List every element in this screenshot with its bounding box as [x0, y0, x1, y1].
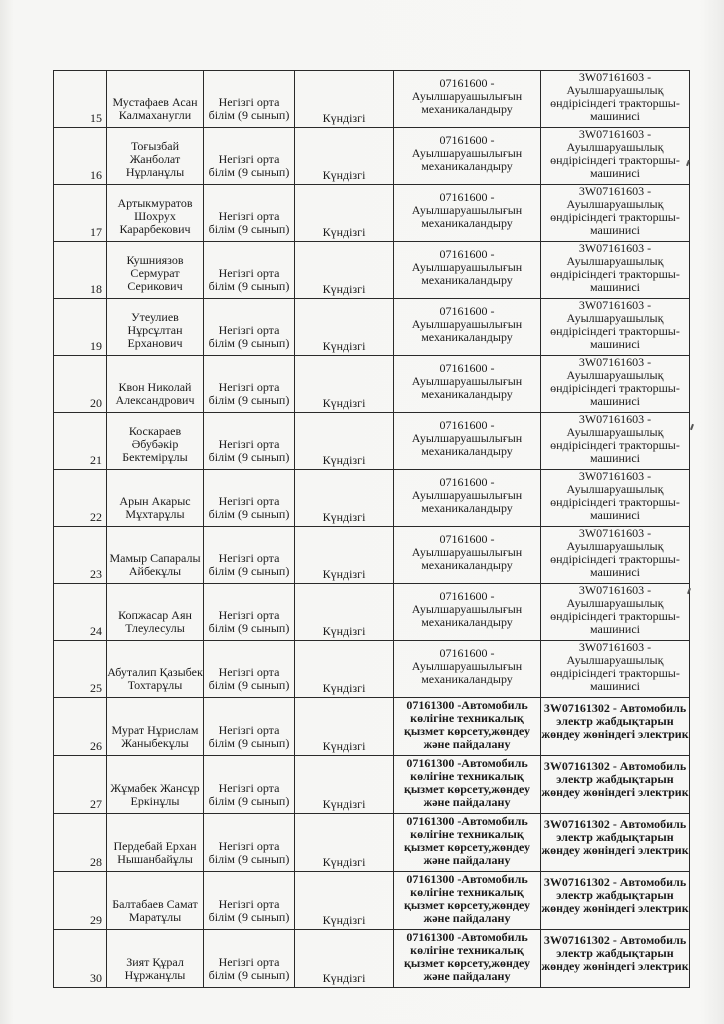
table-row [54, 527, 690, 584]
specialty: 07161600 - Ауылшаруашылығын механикаландыру [394, 185, 541, 242]
qualification: 3W07161603 - Ауылшаруашылық өндірісіндегі тракторшы-машинисі [541, 527, 690, 584]
student-name: Мурат Нұрислам Жаныбекұлы [107, 698, 204, 756]
qualification: 3W07161603 - Ауылшаруашылық өндірісіндегі тракторшы-машинисі [541, 413, 690, 470]
qualification: 3W07161603 - Ауылшаруашылық өндірісіндегі тракторшы-машинисі [541, 185, 690, 242]
students-table [53, 70, 690, 988]
study-form: Күндізгі [295, 185, 394, 242]
education-level: Негізгі орта білім (9 сынып) [204, 128, 295, 185]
student-name: Квон Николай Александрович [107, 356, 204, 413]
specialty: 07161600 - Ауылшаруашылығын механикаландыру [394, 71, 541, 128]
study-form: Күндізгі [295, 756, 394, 814]
specialty: 07161600 - Ауылшаруашылығын механикаландыру [394, 128, 541, 185]
qualification: 3W07161603 - Ауылшаруашылық өндірісіндегі тракторшы-машинисі [541, 128, 690, 185]
study-form: Күндізгі [295, 128, 394, 185]
study-form: Күндізгі [295, 242, 394, 299]
qualification: 3W07161603 - Ауылшаруашылық өндірісіндегі тракторшы-машинисі [541, 242, 690, 299]
study-form: Күндізгі [295, 872, 394, 930]
study-form: Күндізгі [295, 698, 394, 756]
specialty: 07161300 -Автомобиль көлігіне техникалық қызмет көрсету,жөндеу және пайдалану [394, 698, 541, 756]
student-name: Артыкмуратов Шохрух Карарбекович [107, 185, 204, 242]
table-row [54, 128, 690, 185]
table-row [54, 185, 690, 242]
row-number: 17 [54, 185, 107, 242]
table-row [54, 641, 690, 698]
row-number: 25 [54, 641, 107, 698]
table-row [54, 242, 690, 299]
education-level: Негізгі орта білім (9 сынып) [204, 71, 295, 128]
education-level: Негізгі орта білім (9 сынып) [204, 299, 295, 356]
student-name: Жұмабек Жансұр Еркінұлы [107, 756, 204, 814]
students-table-body [54, 71, 690, 988]
specialty: 07161600 - Ауылшаруашылығын механикаландыру [394, 356, 541, 413]
student-name: Мустафаев Асан Калмаханугли [107, 71, 204, 128]
education-level: Негізгі орта білім (9 сынып) [204, 814, 295, 872]
specialty: 07161600 - Ауылшаруашылығын механикаландыру [394, 584, 541, 641]
qualification: 3W07161603 - Ауылшаруашылық өндірісіндегі тракторшы-машинисі [541, 641, 690, 698]
table-row [54, 756, 690, 814]
row-number: 29 [54, 872, 107, 930]
row-number: 30 [54, 930, 107, 988]
qualification: 3W07161603 - Ауылшаруашылық өндірісіндегі тракторшы-машинисі [541, 356, 690, 413]
study-form: Күндізгі [295, 584, 394, 641]
table-row [54, 584, 690, 641]
row-number: 21 [54, 413, 107, 470]
qualification: 3W07161302 - Автомобиль электр жабдықтарын жөндеу жөніндегі электрик [541, 698, 690, 756]
qualification: 3W07161603 - Ауылшаруашылық өндірісіндегі тракторшы-машинисі [541, 71, 690, 128]
row-number: 15 [54, 71, 107, 128]
qualification: 3W07161302 - Автомобиль электр жабдықтарын жөндеу жөніндегі электрик [541, 814, 690, 872]
specialty: 07161600 - Ауылшаруашылығын механикаландыру [394, 299, 541, 356]
student-name: Зият Құрал Нұржанұлы [107, 930, 204, 988]
study-form: Күндізгі [295, 470, 394, 527]
education-level: Негізгі орта білім (9 сынып) [204, 641, 295, 698]
student-name: Пердебай Ерхан Нышанбайұлы [107, 814, 204, 872]
education-level: Негізгі орта білім (9 сынып) [204, 470, 295, 527]
qualification: 3W07161302 - Автомобиль электр жабдықтарын жөндеу жөніндегі электрик [541, 872, 690, 930]
student-name: Коскараев Әбубәкір Бектемірұлы [107, 413, 204, 470]
study-form: Күндізгі [295, 413, 394, 470]
education-level: Негізгі орта білім (9 сынып) [204, 930, 295, 988]
qualification: 3W07161302 - Автомобиль электр жабдықтарын жөндеу жөніндегі электрик [541, 930, 690, 988]
education-level: Негізгі орта білім (9 сынып) [204, 527, 295, 584]
table-row [54, 71, 690, 128]
education-level: Негізгі орта білім (9 сынып) [204, 356, 295, 413]
table-row [54, 698, 690, 756]
table-row [54, 872, 690, 930]
study-form: Күндізгі [295, 814, 394, 872]
study-form: Күндізгі [295, 71, 394, 128]
qualification: 3W07161603 - Ауылшаруашылық өндірісіндегі тракторшы-машинисі [541, 584, 690, 641]
row-number: 19 [54, 299, 107, 356]
student-name: Мамыр Сапаралы Айбекұлы [107, 527, 204, 584]
education-level: Негізгі орта білім (9 сынып) [204, 242, 295, 299]
study-form: Күндізгі [295, 356, 394, 413]
student-name: Копжасар Аян Тлеулесулы [107, 584, 204, 641]
student-name: Тоғызбай Жанболат Нұрланұлы [107, 128, 204, 185]
study-form: Күндізгі [295, 641, 394, 698]
qualification: 3W07161302 - Автомобиль электр жабдықтарын жөндеу жөніндегі электрик [541, 756, 690, 814]
row-number: 16 [54, 128, 107, 185]
education-level: Негізгі орта білім (9 сынып) [204, 584, 295, 641]
row-number: 18 [54, 242, 107, 299]
student-name: Балтабаев Самат Маратұлы [107, 872, 204, 930]
qualification: 3W07161603 - Ауылшаруашылық өндірісіндегі тракторшы-машинисі [541, 299, 690, 356]
specialty: 07161600 - Ауылшаруашылығын механикаландыру [394, 641, 541, 698]
study-form: Күндізгі [295, 299, 394, 356]
study-form: Күндізгі [295, 527, 394, 584]
qualification: 3W07161603 - Ауылшаруашылық өндірісіндегі тракторшы-машинисі [541, 470, 690, 527]
student-name: Утеулиев Нұрсұлтан Ерханович [107, 299, 204, 356]
education-level: Негізгі орта білім (9 сынып) [204, 698, 295, 756]
student-name: Абуталип Қазыбек Тохтарұлы [107, 641, 204, 698]
specialty: 07161600 - Ауылшаруашылығын механикаландыру [394, 413, 541, 470]
student-name: Кушниязов Сермурат Серикович [107, 242, 204, 299]
specialty: 07161600 - Ауылшаруашылығын механикаландыру [394, 527, 541, 584]
specialty: 07161600 - Ауылшаруашылығын механикаландыру [394, 470, 541, 527]
row-number: 24 [54, 584, 107, 641]
specialty: 07161300 -Автомобиль көлігіне техникалық қызмет көрсету,жөндеу және пайдалану [394, 814, 541, 872]
specialty: 07161300 -Автомобиль көлігіне техникалық қызмет көрсету,жөндеу және пайдалану [394, 930, 541, 988]
student-name: Арын Акарыс Мұхтарұлы [107, 470, 204, 527]
table-row [54, 356, 690, 413]
education-level: Негізгі орта білім (9 сынып) [204, 413, 295, 470]
table-row [54, 930, 690, 988]
row-number: 20 [54, 356, 107, 413]
row-number: 23 [54, 527, 107, 584]
education-level: Негізгі орта білім (9 сынып) [204, 185, 295, 242]
specialty: 07161300 -Автомобиль көлігіне техникалық қызмет көрсету,жөндеу және пайдалану [394, 756, 541, 814]
education-level: Негізгі орта білім (9 сынып) [204, 872, 295, 930]
table-row [54, 413, 690, 470]
table-row [54, 814, 690, 872]
study-form: Күндізгі [295, 930, 394, 988]
row-number: 22 [54, 470, 107, 527]
specialty: 07161300 -Автомобиль көлігіне техникалық қызмет көрсету,жөндеу және пайдалану [394, 872, 541, 930]
education-level: Негізгі орта білім (9 сынып) [204, 756, 295, 814]
row-number: 28 [54, 814, 107, 872]
table-row [54, 299, 690, 356]
row-number: 26 [54, 698, 107, 756]
specialty: 07161600 - Ауылшаруашылығын механикаландыру [394, 242, 541, 299]
table-row [54, 470, 690, 527]
row-number: 27 [54, 756, 107, 814]
